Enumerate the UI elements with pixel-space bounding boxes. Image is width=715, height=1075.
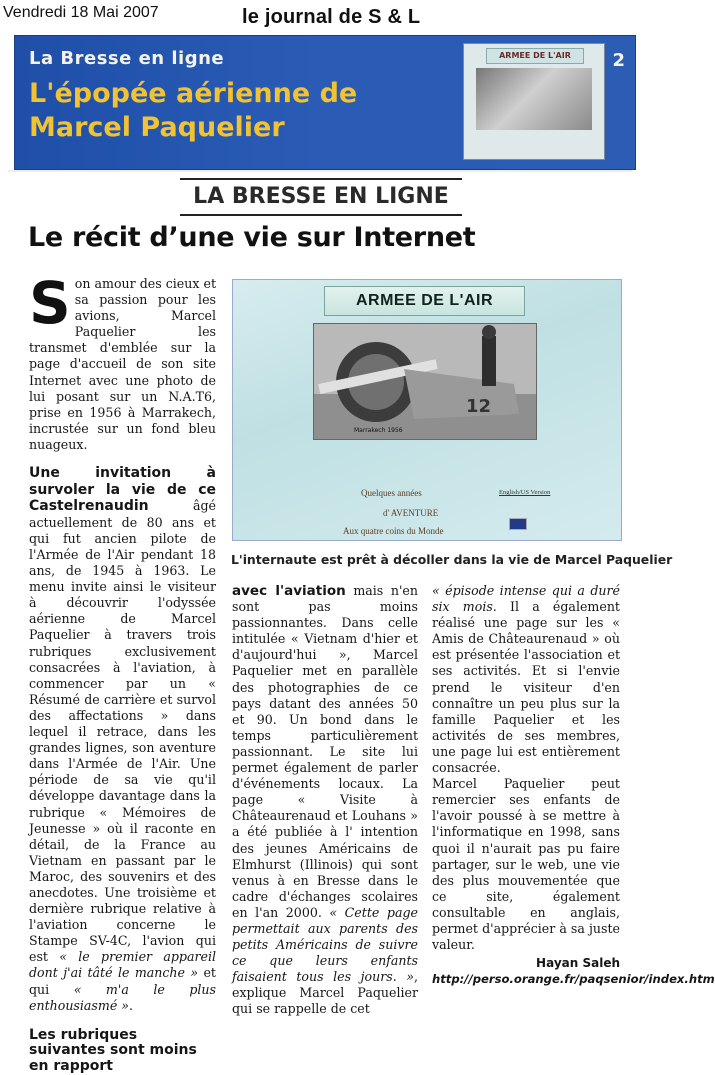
- body-paragraph-2: [232, 583, 418, 1018]
- col2-bold: avec l'aviation: [232, 583, 346, 599]
- col1-quote-2: « m'a le plus enthousiasmé »: [29, 981, 216, 1013]
- intro-text: on amour des cieux et sa passion pour les avions, Marcel Paquelier les transmet d'emblée sur la page d'accueil de son site Internet avec une photo de lui posant sur un N.A.T6, prise en 1956 à Marrakech, incrustée sur un fond bleu nuageux.: [29, 276, 216, 452]
- article-column-2: [232, 583, 418, 1018]
- page-header: [0, 0, 640, 34]
- drop-cap: S: [29, 269, 71, 337]
- banner-section: La Bresse en ligne: [29, 48, 225, 69]
- col3-text: Il a également réalisé une page sur les « Amis de Châteaurenaud » où est présentée l'association et ses activités. Et si l'envie prend le visiteur d'en connaître un peu plus sur la famille Paquelier et les activités de ses membres, une page lui est entièrement consacrée.: [432, 599, 620, 776]
- body-paragraph-4: Marcel Paquelier peut remercier ses enfants de l'avoir poussé à se mettre à l'informatique en 1998, sans quoi il n'aurait pas pu faire partager, sur le web, une vie des plus mouvementée que ce site, également consultable en anglais, permet d'apprécier à sa juste valeur.: [432, 776, 620, 953]
- website-line-3: Aux quatre coins du Monde: [343, 526, 444, 536]
- section-kicker: [180, 178, 462, 216]
- website-heading: [324, 286, 525, 316]
- col1-end: .: [129, 997, 134, 1013]
- article-column-3: [432, 583, 715, 987]
- intro-paragraph: [29, 269, 216, 453]
- thumbnail-plane-photo: [476, 68, 592, 130]
- col1-text: âgé actuellement de 80 ans et qui fut ancien pilote de l'Armée de l'Air pendant 18 ans, de 1945 à 1963. Le menu invite ainsi le visiteur à découvrir l'odyssée aérienne de Marcel Paquelier à travers trois rubriques exclusivement consacrées à l'aviation, à commencer par un « Résumé de carrière et survol des affectations » dans lequel il retrace, dans les grandes lignes, son aventure dans l'Armée de l'Air. Une période de sa vie qu'il développe davantage dans la rubrique « Mémoires de Jeunesse » où il raconte en détail, de la France au Vietnam en passant par le Maroc, des souvenirs et des anecdotes. Une troisième et dernière rubrique relative à l'aviation concerne le Stampe SV-4C, l'avion qui est: [29, 498, 216, 965]
- plane-photo-label: Marrakech 1956: [354, 427, 403, 434]
- col1-quote-1: « le premier appareil dont j'ai tâté le manche »: [29, 949, 217, 981]
- author-signature: Hayan Saleh: [536, 956, 620, 971]
- article-banner: [14, 35, 636, 170]
- page-number: 2: [612, 50, 625, 71]
- svg-text:12: 12: [466, 396, 492, 417]
- body-paragraph-1: [29, 465, 216, 1014]
- subheading: Les rubriques suivantes sont moins en rapport: [29, 1026, 197, 1074]
- journal-title: le journal de S & L: [242, 6, 421, 28]
- photo-caption: L'internaute est prêt à décoller dans la vie de Marcel Paquelier: [231, 552, 673, 567]
- divider: [8, 170, 632, 172]
- kicker-text: LA BRESSE EN LIGNE: [193, 184, 449, 209]
- website-line-2: d' AVENTURE: [383, 508, 439, 518]
- banner-title: L'épopée aérienne de Marcel Paquelier: [29, 78, 358, 143]
- col2-quote: « Cette page permettait aux parents des petits Américains de suivre ce que leurs enfants faisaient tous les jours. »: [232, 904, 418, 985]
- col1-mid: et qui: [29, 965, 216, 997]
- website-line-1: Quelques années: [361, 488, 422, 498]
- plane-illustration: [314, 324, 536, 439]
- website-screenshot: [232, 279, 622, 541]
- col2-text: mais n'en sont pas moins passionnantes. Dans celle intitulée « Vietnam d'hier et d'aujourd'hui », Marcel Paquelier met en parallèle des photographies de ce pays datant des années 50 et 90. Un bond dans le temps particulièrement passionnant. Le site lui permet également de parler d'événements locaux. La page « Visite à Châteaurenaud et Louhans » a été publiée à l' intention des jeunes Américains de Elmhurst (Illinois) qui sont venus à en Bresse dans le cadre d'échanges scolaires en l'an 2000.: [232, 583, 418, 920]
- pilot-plane-photo: [313, 323, 537, 440]
- flag-icon[interactable]: [509, 518, 527, 530]
- article-headline: Le récit d’une vie sur Internet: [28, 222, 476, 253]
- body-paragraph-3: [432, 583, 620, 776]
- lead-bold: Une invitation à survoler la vie de ce Castelrenaudin: [29, 465, 216, 515]
- banner-thumbnail: [463, 43, 605, 160]
- issue-date: Vendredi 18 Mai 2007: [3, 4, 159, 21]
- article-column-1: [29, 269, 217, 1075]
- thumbnail-heading: ARMEE DE L'AIR: [486, 48, 584, 64]
- website-url-link[interactable]: http://perso.orange.fr/paqsenior/index.htm: [432, 972, 715, 987]
- website-heading-text: ARMEE DE L'AIR: [355, 292, 494, 309]
- english-version-link[interactable]: English/US Version: [499, 489, 551, 496]
- col2-end: , explique Marcel Paquelier qui se rappelle de cet: [232, 969, 418, 1017]
- col3-quote: « épisode intense qui a duré six mois.: [432, 583, 620, 615]
